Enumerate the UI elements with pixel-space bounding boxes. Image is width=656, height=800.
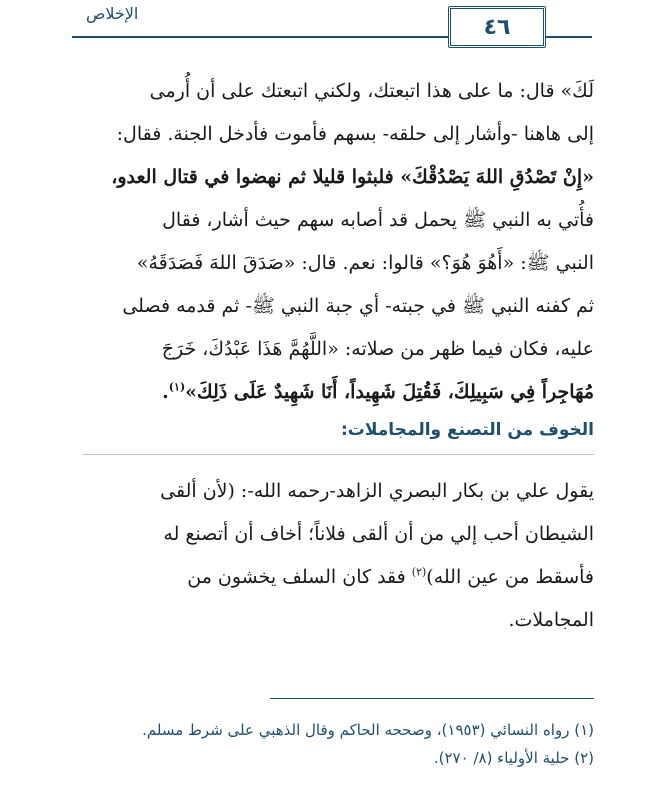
paragraph-2-line: يقول علي بن بكار البصري الزاهد-رحمه الله-: (لأن ألقى — [160, 480, 594, 502]
paragraph-2-line: الشيطان أحب إلي من أن ألقى فلاناً؛ أخاف أن أتصنع له — [163, 523, 594, 545]
footnote-ref-2: (٢) — [411, 565, 427, 579]
paragraph-1-line: إلى هاهنا -وأشار إلى حلقه- بسهم فأموت فأدخل الجنة. فقال: — [116, 123, 594, 145]
footnote-separator — [270, 698, 594, 699]
paragraph-1-line: النبي ﷺ: «أَهُوَ هُوَ؟» قالوا: نعم. قال: «صَدَقَ اللهَ فَصَدَقَهُ» — [136, 252, 594, 274]
page-number: ٤٦ — [483, 14, 511, 40]
section-heading: الخوف من التصنع والمجاملات: — [340, 420, 594, 440]
paragraph-2-line: المجاملات. — [508, 609, 594, 631]
paragraph-1 — [82, 70, 594, 414]
paragraph-1-line: «إِنْ تَصْدُقِ اللهَ يَصْدُقْكَ» فلبثوا قليلا ثم نهضوا في قتال العدو، — [111, 166, 594, 188]
paragraph-2 — [82, 470, 594, 642]
paragraph-2-line-text: فقد كان السلف يخشون من — [187, 566, 412, 588]
paragraph-2-line-text: فأسقط من عين الله) — [426, 566, 594, 588]
footnote-ref-1: (١) — [168, 380, 186, 394]
paragraph-1-line-text: مُهَاجِراً فِي سَبِيلِكَ، فَقُتِلَ شَهِيداً، أَنَا شَهِيدٌ عَلَى ذَلِكَ» — [185, 381, 594, 403]
paragraph-1-line: ثم كفنه النبي ﷺ في جبته- أي جبة النبي ﷺ- ثم قدمه فصلى — [122, 295, 594, 317]
footnotes — [82, 716, 594, 772]
paragraph-1-line: مُهَاجِراً فِي سَبِيلِكَ، فَقُتِلَ شَهِيداً، أَنَا شَهِيدٌ عَلَى ذَلِكَ»$^{(١)}$. — [162, 380, 594, 403]
page-number-box — [448, 6, 546, 48]
page-header — [0, 0, 656, 44]
paragraph-1-line: لَكَ» قال: ما على هذا اتبعتك، ولكني اتبعتك على أن أُرمى — [149, 80, 594, 102]
footnote-2: (٢) حلية الأولياء (٨/ ٢٧٠). — [433, 749, 594, 767]
paragraph-1-line: فأُتي به النبي ﷺ يحمل قد أصابه سهم حيث أشار، فقال — [162, 209, 594, 231]
chapter-title: الإخلاص — [86, 4, 139, 23]
paragraph-1-line: عليه، فكان فيما ظهر من صلاته: «اللَّهُمَّ هَذَا عَبْدُكَ، خَرَجَ — [161, 338, 594, 360]
footnote-1: (١) رواه النسائي (١٩٥٣)، وصححه الحاكم وقال الذهبي على شرط مسلم. — [142, 721, 594, 739]
heading-divider — [82, 454, 594, 455]
paragraph-2-line — [82, 556, 594, 599]
